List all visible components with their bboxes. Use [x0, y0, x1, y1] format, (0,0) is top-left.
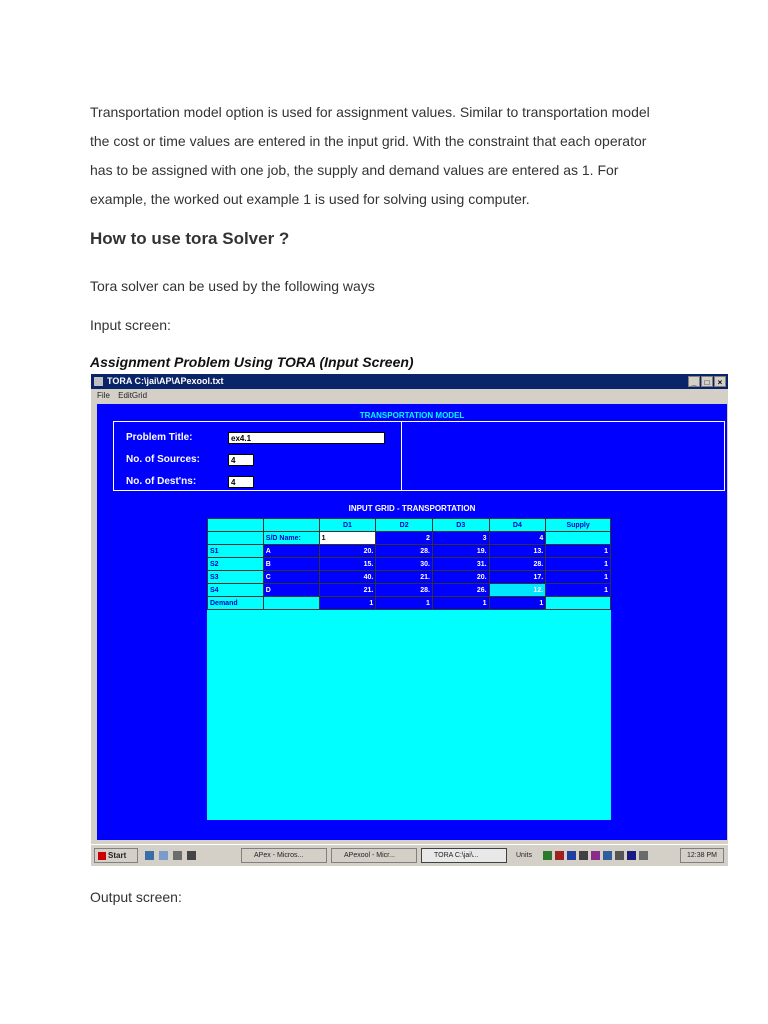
tray-icon[interactable]	[555, 851, 564, 860]
grid-cell[interactable]: 19.	[432, 545, 489, 558]
demand-cell[interactable]: 1	[376, 597, 433, 610]
grid-cell[interactable]: 20.	[319, 545, 376, 558]
source-label: S2	[208, 558, 264, 571]
supply-cell[interactable]: 1	[546, 571, 611, 584]
taskbar-item-apexool[interactable]: APexool - Micr...	[331, 848, 417, 863]
grid-cell[interactable]: 17.	[489, 571, 546, 584]
grid-header-row	[208, 519, 611, 532]
output-screen-label: Output screen:	[90, 889, 182, 905]
input-grid-panel	[207, 518, 611, 820]
demand-row	[208, 597, 611, 610]
source-name[interactable]: B	[263, 558, 319, 571]
problem-title-input[interactable]: ex4.1	[228, 432, 385, 444]
maximize-icon[interactable]: □	[701, 376, 713, 387]
figure-caption: Assignment Problem Using TORA (Input Screen)	[90, 354, 414, 370]
header-d3: D3	[432, 519, 489, 532]
source-name[interactable]: C	[263, 571, 319, 584]
tray-icon[interactable]	[543, 851, 552, 860]
menu-bar	[91, 389, 728, 402]
table-row	[208, 545, 611, 558]
app-icon	[94, 377, 103, 386]
source-label: S1	[208, 545, 264, 558]
intro-line-2: the cost or time values are entered in the input grid. With the constraint that each operator	[90, 133, 647, 149]
units-label[interactable]: Units	[516, 852, 532, 859]
name-row	[208, 532, 611, 545]
source-label: S4	[208, 584, 264, 597]
menu-file[interactable]: File	[97, 391, 110, 400]
menu-editgrid[interactable]: EditGrid	[118, 391, 148, 400]
tray-icon[interactable]	[579, 851, 588, 860]
grid-cell[interactable]: 28.	[376, 584, 433, 597]
input-screen-label: Input screen:	[90, 317, 171, 333]
taskbar-item-tora[interactable]: TORA C:\jai\...	[421, 848, 507, 863]
grid-cell[interactable]: 13.	[489, 545, 546, 558]
demand-cell[interactable]: 1	[489, 597, 546, 610]
quicklaunch-icon[interactable]	[173, 851, 182, 860]
quicklaunch-icon[interactable]	[187, 851, 196, 860]
destinations-label: No. of Dest'ns:	[126, 476, 197, 487]
supply-cell[interactable]: 1	[546, 545, 611, 558]
grid-cell[interactable]: 20.	[432, 571, 489, 584]
demand-label: Demand	[208, 597, 264, 610]
tray-icon[interactable]	[639, 851, 648, 860]
name-row-label: S/D Name:	[263, 532, 319, 545]
grid-cell[interactable]: 21.	[376, 571, 433, 584]
start-button[interactable]	[94, 848, 138, 863]
header-d4: D4	[489, 519, 546, 532]
grid-cell[interactable]: 1	[319, 532, 376, 545]
ways-line: Tora solver can be used by the following ways	[90, 278, 375, 294]
close-icon[interactable]: ×	[714, 376, 726, 387]
tray-icon[interactable]	[627, 851, 636, 860]
header-d1: D1	[319, 519, 376, 532]
grid-cell[interactable]: 26.	[432, 584, 489, 597]
source-name[interactable]: A	[263, 545, 319, 558]
intro-line-3: has to be assigned with one job, the supply and demand values are entered as 1. For	[90, 162, 619, 178]
tray-icon[interactable]	[567, 851, 576, 860]
start-label: Start	[108, 851, 127, 860]
input-grid	[207, 518, 611, 610]
sources-input[interactable]: 4	[228, 454, 254, 466]
intro-line-1: Transportation model option is used for assignment values. Similar to transportation model	[90, 104, 650, 120]
problem-title-label: Problem Title:	[126, 432, 193, 443]
tora-window-screenshot	[91, 374, 728, 866]
demand-cell[interactable]: 1	[319, 597, 376, 610]
grid-cell[interactable]: 40.	[319, 571, 376, 584]
section-heading: How to use tora Solver ?	[90, 229, 290, 248]
grid-cell[interactable]: 28.	[376, 545, 433, 558]
header-supply: Supply	[546, 519, 611, 532]
taskbar-clock: 12:38 PM	[680, 848, 724, 863]
grid-cell-selected[interactable]: 12.	[489, 584, 546, 597]
destinations-input[interactable]: 4	[228, 476, 254, 488]
quicklaunch-icon[interactable]	[159, 851, 168, 860]
windows-logo-icon	[98, 852, 106, 860]
grid-cell[interactable]: 2	[376, 532, 433, 545]
tray-icon[interactable]	[603, 851, 612, 860]
model-title: TRANSPORTATION MODEL	[359, 411, 465, 420]
quicklaunch-icon[interactable]	[145, 851, 154, 860]
window-title: TORA C:\jai\AP\APexool.txt	[107, 376, 224, 386]
sources-label: No. of Sources:	[126, 454, 200, 465]
grid-cell[interactable]: 28.	[489, 558, 546, 571]
source-label: S3	[208, 571, 264, 584]
grid-cell[interactable]: 4	[489, 532, 546, 545]
taskbar	[91, 844, 728, 866]
tray-icon[interactable]	[591, 851, 600, 860]
minimize-icon[interactable]: _	[688, 376, 700, 387]
grid-cell[interactable]: 15.	[319, 558, 376, 571]
grid-title: INPUT GRID - TRANSPORTATION	[348, 504, 476, 513]
window-titlebar	[91, 374, 728, 389]
source-name[interactable]: D	[263, 584, 319, 597]
supply-cell[interactable]: 1	[546, 584, 611, 597]
taskbar-item-apex[interactable]: APex - Micros...	[241, 848, 327, 863]
supply-cell[interactable]: 1	[546, 558, 611, 571]
tora-workspace	[97, 404, 727, 840]
grid-cell[interactable]: 21.	[319, 584, 376, 597]
grid-cell[interactable]: 30.	[376, 558, 433, 571]
table-row	[208, 571, 611, 584]
tray-icon[interactable]	[615, 851, 624, 860]
table-row	[208, 584, 611, 597]
grid-cell[interactable]: 3	[432, 532, 489, 545]
demand-cell[interactable]: 1	[432, 597, 489, 610]
intro-line-4: example, the worked out example 1 is used for solving using computer.	[90, 191, 530, 207]
grid-cell[interactable]: 31.	[432, 558, 489, 571]
table-row	[208, 558, 611, 571]
problem-settings-box	[113, 421, 725, 491]
header-d2: D2	[376, 519, 433, 532]
